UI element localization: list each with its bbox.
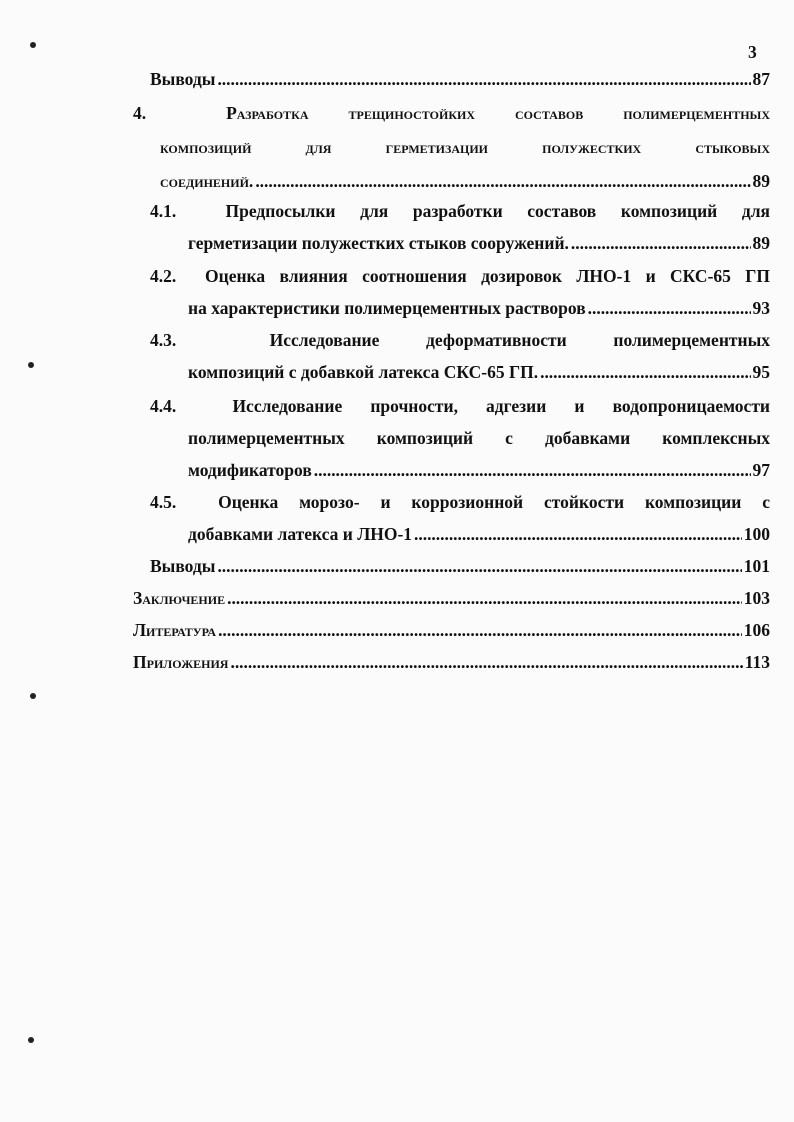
toc-page: 101 [743,556,770,576]
leader-dots [314,454,751,486]
toc-number: 4.3. [150,330,177,350]
toc-title: Выводы [150,69,216,89]
toc-number: 4.2. [150,266,177,286]
toc-title-line: Предпосылки для разработки составов композиций для [225,201,770,221]
toc-entry [150,324,770,356]
toc-entry [133,614,770,646]
toc-page: 89 [752,233,770,253]
toc-number: 4. [133,103,147,123]
toc-page: 93 [752,298,770,318]
toc-entry [150,390,770,422]
toc-title-line: добавками латекса и ЛНО-1 [188,524,413,544]
toc-number: 4.1. [150,201,177,221]
toc-title-line: Исследование прочности, адгезии и водопроницаемости [232,396,770,416]
toc-page: 95 [752,362,770,382]
toc-title: Заключение [133,588,226,608]
toc-title-line: герметизации полужестких стыков сооружений. [188,233,569,253]
toc-title-line: композиций с добавкой латекса СКС-65 ГП. [188,362,539,382]
toc-title-line: на характеристики полимерцементных растворов [188,298,586,318]
toc-title: Приложения [133,652,229,672]
toc-title: Выводы [150,556,216,576]
leader-dots [217,550,741,582]
leader-dots [230,646,742,678]
toc-page: 97 [752,460,770,480]
toc-page: 100 [743,524,770,544]
leader-dots [540,356,750,388]
toc-title-line: модификаторов [188,460,312,480]
leader-dots [218,614,742,646]
page-number: 3 [748,42,757,62]
leader-dots [217,63,750,95]
toc-entry-cont [188,518,770,550]
toc-page: 103 [743,588,770,608]
toc-title-line: композиций для герметизации полужестких стыковых [160,137,770,157]
leader-dots [571,227,751,259]
leader-dots [255,165,750,197]
leader-dots [414,518,742,550]
leader-dots [588,292,751,324]
toc-entry [150,195,770,227]
toc-title-line: Разработка трещиностойких составов полимерцементных [226,103,770,123]
toc-page: 106 [743,620,770,640]
toc-number: 4.4. [150,396,177,416]
toc-number: 4.5. [150,492,177,512]
toc-entry [133,97,770,129]
margin-dot [28,362,34,368]
leader-dots [227,582,742,614]
toc-entry-cont [188,227,770,259]
margin-dot [28,1037,34,1043]
toc-entry-cont [188,422,770,486]
toc-entry-cont [160,131,770,197]
toc-page: 87 [752,69,770,89]
toc-entry [150,63,770,95]
toc-entry [133,646,770,678]
toc-entry [150,486,770,518]
toc-title-line: полимерцементных композиций с добавками комплексных [188,428,770,448]
toc-page: 113 [744,652,770,672]
toc-entry [133,582,770,614]
toc-title: Литература [133,620,217,640]
margin-dot [30,42,36,48]
toc-entry-cont [188,292,770,324]
toc-entry [150,260,770,292]
toc-entry-cont [188,356,770,388]
toc-title-line: соединений. [160,171,254,191]
toc-title-line: Оценка морозо- и коррозионной стойкости композиции с [218,492,770,512]
margin-dot [30,693,36,699]
toc-entry [150,550,770,582]
toc-title-line: Исследование деформативности полимерцементных [269,330,770,350]
toc-page: 89 [752,171,770,191]
toc-title-line: Оценка влияния соотношения дозировок ЛНО-1 и СКС-65 ГП [205,266,770,286]
